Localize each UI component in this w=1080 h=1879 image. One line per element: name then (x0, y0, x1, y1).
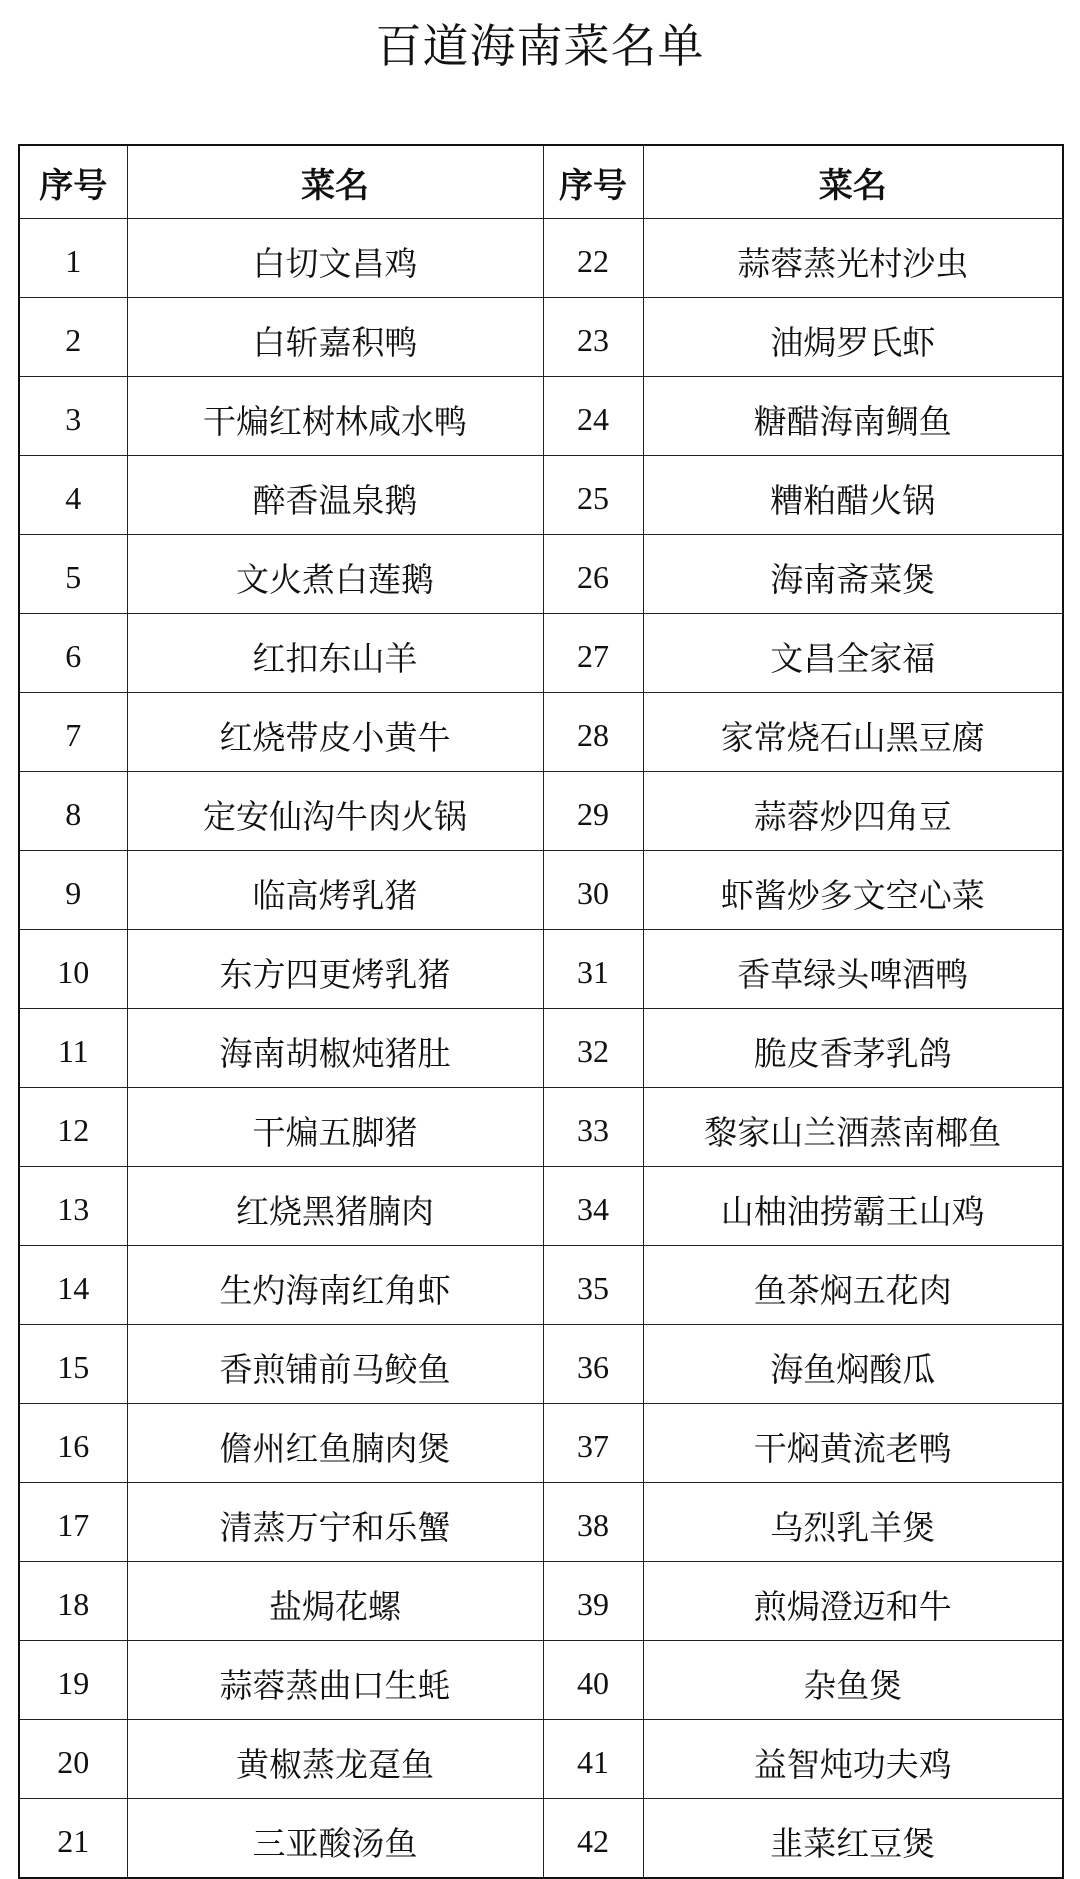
table-row (19, 1720, 1063, 1799)
table-row (19, 377, 1063, 456)
right-number: 39 (543, 1562, 643, 1641)
table-row (19, 693, 1063, 772)
table-row (19, 1641, 1063, 1720)
left-number: 14 (19, 1246, 127, 1325)
table-row (19, 930, 1063, 1009)
right-dish-name: 海南斋菜煲 (643, 535, 1063, 614)
right-dish-name: 蒜蓉蒸光村沙虫 (643, 219, 1063, 298)
right-dish-name: 油焗罗氏虾 (643, 298, 1063, 377)
table-body (19, 219, 1063, 1879)
right-dish-name: 家常烧石山黑豆腐 (643, 693, 1063, 772)
right-number: 35 (543, 1246, 643, 1325)
right-number: 30 (543, 851, 643, 930)
table-row (19, 1246, 1063, 1325)
left-dish-name: 海南胡椒炖猪肚 (127, 1009, 543, 1088)
right-number: 23 (543, 298, 643, 377)
left-dish-name: 三亚酸汤鱼 (127, 1799, 543, 1879)
right-dish-name: 鱼茶焖五花肉 (643, 1246, 1063, 1325)
table-row (19, 1799, 1063, 1879)
left-number: 18 (19, 1562, 127, 1641)
table-row (19, 1325, 1063, 1404)
left-number: 6 (19, 614, 127, 693)
left-number: 3 (19, 377, 127, 456)
header-name-left: 菜名 (127, 145, 543, 219)
left-dish-name: 蒜蓉蒸曲口生蚝 (127, 1641, 543, 1720)
left-number: 20 (19, 1720, 127, 1799)
right-number: 42 (543, 1799, 643, 1879)
left-number: 13 (19, 1167, 127, 1246)
left-number: 7 (19, 693, 127, 772)
right-dish-name: 黎家山兰酒蒸南椰鱼 (643, 1088, 1063, 1167)
table-row (19, 1009, 1063, 1088)
left-dish-name: 临高烤乳猪 (127, 851, 543, 930)
table-row (19, 219, 1063, 298)
left-dish-name: 白切文昌鸡 (127, 219, 543, 298)
header-seq-left: 序号 (19, 145, 127, 219)
left-dish-name: 定安仙沟牛肉火锅 (127, 772, 543, 851)
table-row (19, 298, 1063, 377)
right-number: 24 (543, 377, 643, 456)
right-dish-name: 糟粕醋火锅 (643, 456, 1063, 535)
right-dish-name: 山柚油捞霸王山鸡 (643, 1167, 1063, 1246)
right-number: 22 (543, 219, 643, 298)
table-row (19, 614, 1063, 693)
left-number: 1 (19, 219, 127, 298)
left-number: 11 (19, 1009, 127, 1088)
left-dish-name: 干煸红树林咸水鸭 (127, 377, 543, 456)
left-number: 16 (19, 1404, 127, 1483)
left-number: 9 (19, 851, 127, 930)
left-number: 12 (19, 1088, 127, 1167)
right-dish-name: 益智炖功夫鸡 (643, 1720, 1063, 1799)
right-number: 33 (543, 1088, 643, 1167)
right-number: 26 (543, 535, 643, 614)
left-number: 10 (19, 930, 127, 1009)
page-title: 百道海南菜名单 (375, 19, 705, 73)
right-dish-name: 文昌全家福 (643, 614, 1063, 693)
left-dish-name: 盐焗花螺 (127, 1562, 543, 1641)
left-dish-name: 清蒸万宁和乐蟹 (127, 1483, 543, 1562)
right-number: 34 (543, 1167, 643, 1246)
table-row (19, 1562, 1063, 1641)
left-dish-name: 醉香温泉鹅 (127, 456, 543, 535)
left-dish-name: 文火煮白莲鹅 (127, 535, 543, 614)
left-number: 21 (19, 1799, 127, 1879)
header-name-right: 菜名 (643, 145, 1063, 219)
table-row (19, 1404, 1063, 1483)
right-number: 31 (543, 930, 643, 1009)
table-row (19, 772, 1063, 851)
right-number: 41 (543, 1720, 643, 1799)
left-dish-name: 红烧带皮小黄牛 (127, 693, 543, 772)
right-dish-name: 香草绿头啤酒鸭 (643, 930, 1063, 1009)
right-number: 28 (543, 693, 643, 772)
right-number: 36 (543, 1325, 643, 1404)
right-dish-name: 干焖黄流老鸭 (643, 1404, 1063, 1483)
header-seq-right: 序号 (543, 145, 643, 219)
left-number: 4 (19, 456, 127, 535)
table-row (19, 851, 1063, 930)
right-dish-name: 杂鱼煲 (643, 1641, 1063, 1720)
table-row (19, 1088, 1063, 1167)
right-number: 37 (543, 1404, 643, 1483)
left-dish-name: 黄椒蒸龙趸鱼 (127, 1720, 543, 1799)
right-dish-name: 脆皮香茅乳鸽 (643, 1009, 1063, 1088)
left-number: 5 (19, 535, 127, 614)
right-number: 38 (543, 1483, 643, 1562)
left-dish-name: 干煸五脚猪 (127, 1088, 543, 1167)
left-number: 15 (19, 1325, 127, 1404)
left-dish-name: 儋州红鱼腩肉煲 (127, 1404, 543, 1483)
left-dish-name: 香煎铺前马鲛鱼 (127, 1325, 543, 1404)
left-number: 19 (19, 1641, 127, 1720)
right-number: 25 (543, 456, 643, 535)
right-dish-name: 海鱼焖酸瓜 (643, 1325, 1063, 1404)
left-dish-name: 红烧黑猪腩肉 (127, 1167, 543, 1246)
right-dish-name: 乌烈乳羊煲 (643, 1483, 1063, 1562)
table-row (19, 456, 1063, 535)
dish-table (18, 144, 1064, 1879)
left-dish-name: 东方四更烤乳猪 (127, 930, 543, 1009)
left-number: 2 (19, 298, 127, 377)
left-dish-name: 生灼海南红角虾 (127, 1246, 543, 1325)
right-dish-name: 虾酱炒多文空心菜 (643, 851, 1063, 930)
right-dish-name: 韭菜红豆煲 (643, 1799, 1063, 1879)
left-number: 8 (19, 772, 127, 851)
table-row (19, 1167, 1063, 1246)
right-number: 29 (543, 772, 643, 851)
right-dish-name: 煎焗澄迈和牛 (643, 1562, 1063, 1641)
left-dish-name: 白斩嘉积鸭 (127, 298, 543, 377)
right-dish-name: 糖醋海南鲷鱼 (643, 377, 1063, 456)
table-header-row (19, 145, 1063, 219)
table-row (19, 535, 1063, 614)
right-number: 32 (543, 1009, 643, 1088)
left-dish-name: 红扣东山羊 (127, 614, 543, 693)
left-number: 17 (19, 1483, 127, 1562)
right-dish-name: 蒜蓉炒四角豆 (643, 772, 1063, 851)
right-number: 27 (543, 614, 643, 693)
right-number: 40 (543, 1641, 643, 1720)
table-row (19, 1483, 1063, 1562)
